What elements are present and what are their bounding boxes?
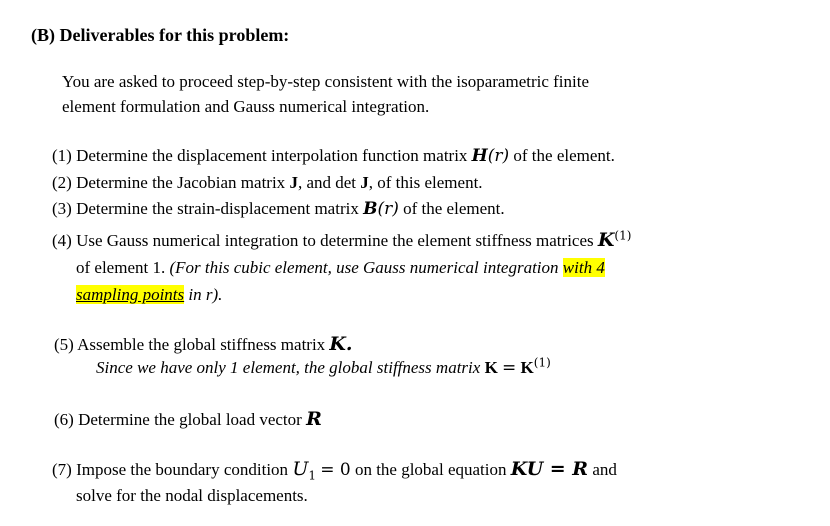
item-4-line-2-italic: (For this cubic element, use Gauss numerical integration	[169, 258, 559, 277]
intro-line-1: You are asked to proceed step-by-step consistent with the isoparametric finite	[62, 72, 590, 91]
item-7-equation: KU = R	[510, 458, 589, 480]
item-5-symbol: K.	[329, 333, 353, 355]
item-2-mid: , and det	[297, 173, 357, 192]
item-4-symbol: K	[597, 229, 615, 251]
section-title: (B) Deliverables for this problem:	[31, 25, 290, 45]
item-7-tail: and	[592, 460, 617, 479]
item-1-arg: (r)	[487, 146, 510, 166]
item-5-note-superscript: (1)	[533, 355, 551, 370]
item-2-text: (2) Determine the Jacobian matrix	[52, 173, 286, 192]
item-4	[52, 230, 631, 251]
item-7-mid: on the global equation	[354, 460, 507, 479]
item-4-line-2	[76, 258, 605, 278]
item-5	[54, 334, 353, 355]
item-3-tail: of the element.	[403, 199, 505, 218]
item-7-bc-subscript: 1	[308, 468, 316, 483]
item-3-symbol: B	[363, 199, 378, 219]
item-2	[52, 173, 483, 193]
item-5-note-eq: =	[502, 358, 517, 378]
intro-line-2: element formulation and Gauss numerical integration.	[62, 97, 430, 116]
item-2-symbol-j: J	[289, 173, 298, 192]
item-4-highlight-2: sampling points	[76, 285, 185, 304]
item-6	[54, 409, 322, 430]
item-1-tail: of the element.	[513, 146, 615, 165]
item-2-tail: , of this element.	[368, 173, 483, 192]
item-3-text: (3) Determine the strain-displacement matrix	[52, 199, 359, 218]
item-7-bc-symbol: U	[292, 458, 309, 480]
item-5-note	[96, 355, 551, 378]
item-3-arg: (r)	[377, 199, 399, 219]
item-4-superscript: (1)	[614, 228, 632, 243]
item-7-text: (7) Impose the boundary condition	[52, 460, 289, 479]
item-4-line-3-tail: in r).	[188, 285, 223, 304]
item-7-line-2: solve for the nodal displacements.	[76, 486, 308, 505]
item-7	[52, 458, 617, 483]
item-2-symbol-detj: J	[360, 173, 369, 192]
item-4-text: (4) Use Gauss numerical integration to determine the element stiffness matrices	[52, 231, 594, 250]
item-6-text: (6) Determine the global load vector	[54, 410, 302, 429]
item-5-note-rhs: K	[520, 358, 534, 377]
item-6-symbol: R	[306, 408, 322, 430]
item-5-note-lhs: K	[484, 358, 498, 377]
item-1-text: (1) Determine the displacement interpolation function matrix	[52, 146, 468, 165]
item-4-highlight-1: with 4	[562, 258, 605, 277]
item-5-note-text: Since we have only 1 element, the global stiffness matrix	[96, 358, 481, 377]
item-1	[52, 146, 615, 166]
item-4-line-2-plain: of element 1.	[76, 258, 166, 277]
item-7-bc-eq: = 0	[320, 460, 351, 480]
item-4-line-3	[76, 285, 222, 305]
item-5-text: (5) Assemble the global stiffness matrix	[54, 335, 326, 354]
item-1-symbol: H	[471, 146, 488, 166]
item-3	[52, 199, 505, 219]
